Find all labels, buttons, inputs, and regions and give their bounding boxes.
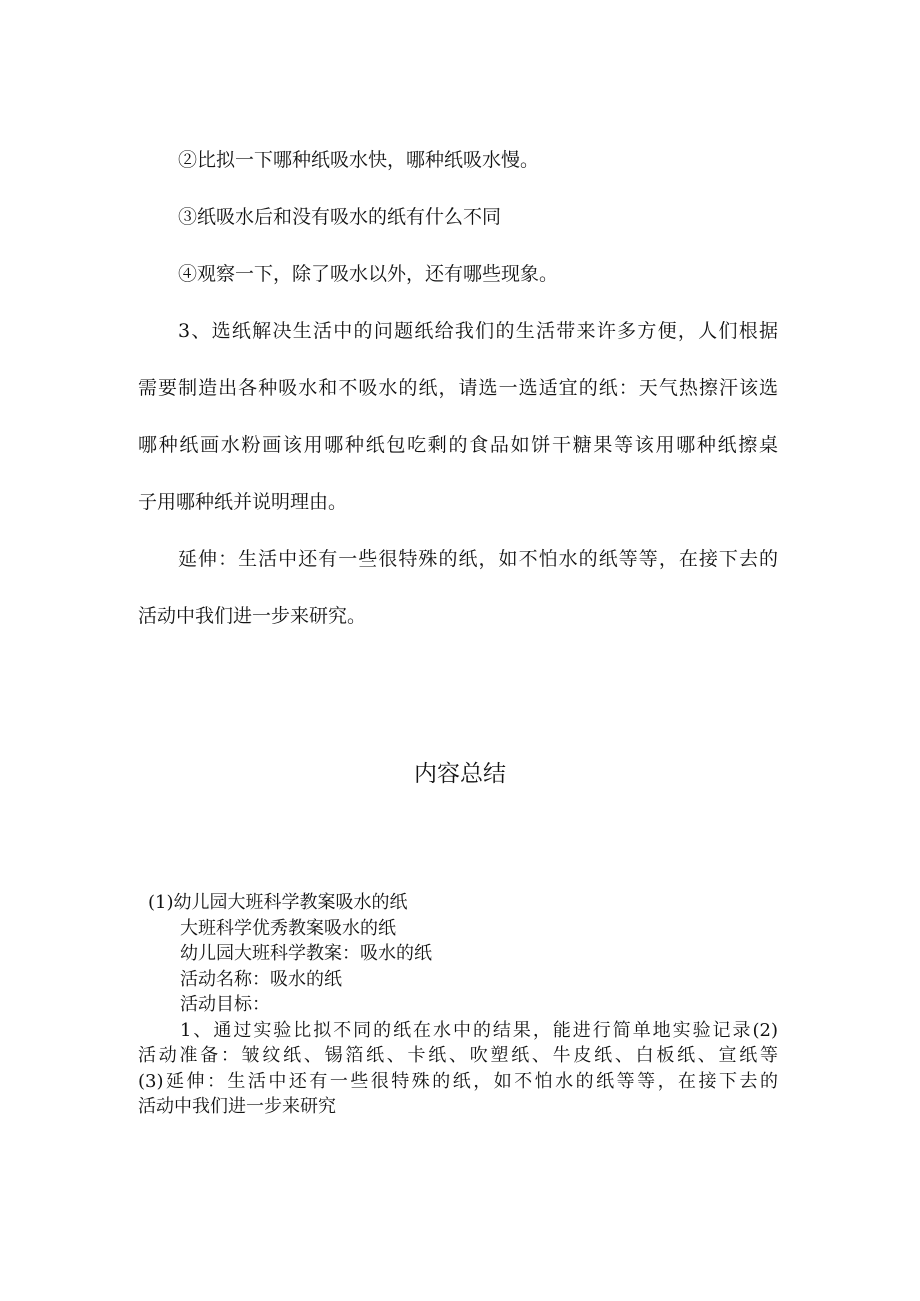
summary-heading: 内容总结	[414, 761, 506, 787]
summary-line: (1)幼儿园大班科学教案吸水的纸	[148, 892, 408, 913]
paragraph-line: 子用哪种纸并说明理由。	[138, 491, 348, 513]
paragraph-line: 3、选纸解决生活中的问题纸给我们的生活带来许多方便，人们根据	[178, 320, 778, 342]
summary-section	[138, 890, 778, 1120]
paragraph-line: ③纸吸水后和没有吸水的纸有什么不同	[178, 206, 502, 228]
summary-line: 活动中我们进一步来研究	[138, 1096, 336, 1117]
summary-line: (3)延伸：生活中还有一些很特殊的纸，如不怕水的纸等等，在接下去的	[138, 1070, 778, 1092]
paragraph-line: ④观察一下，除了吸水以外，还有哪些现象。	[178, 263, 559, 285]
paragraph-line: 哪种纸画水粉画该用哪种纸包吃剩的食品如饼干糖果等该用哪种纸擦桌	[138, 434, 778, 456]
paragraph-line: 活动中我们进一步来研究。	[138, 605, 367, 627]
body-section	[138, 132, 778, 645]
paragraph-line: 延伸：生活中还有一些很特殊的纸，如不怕水的纸等等，在接下去的	[178, 548, 778, 570]
summary-line: 活动目标：	[180, 994, 270, 1015]
summary-line: 大班科学优秀教案吸水的纸	[180, 917, 396, 939]
summary-line: 活动准备：皱纹纸、锡箔纸、卡纸、吹塑纸、牛皮纸、白板纸、宣纸等	[138, 1045, 778, 1066]
summary-line: 活动名称：吸水的纸	[180, 968, 342, 990]
paragraph-line: ②比拟一下哪种纸吸水快，哪种纸吸水慢。	[178, 149, 540, 171]
paragraph-line: 需要制造出各种吸水和不吸水的纸，请选一选适宜的纸：天气热擦汗该选	[138, 377, 778, 399]
summary-line: 幼儿园大班科学教案：吸水的纸	[180, 943, 432, 964]
summary-line: 1、通过实验比拟不同的纸在水中的结果，能进行简单地实验记录(2)	[180, 1019, 778, 1041]
